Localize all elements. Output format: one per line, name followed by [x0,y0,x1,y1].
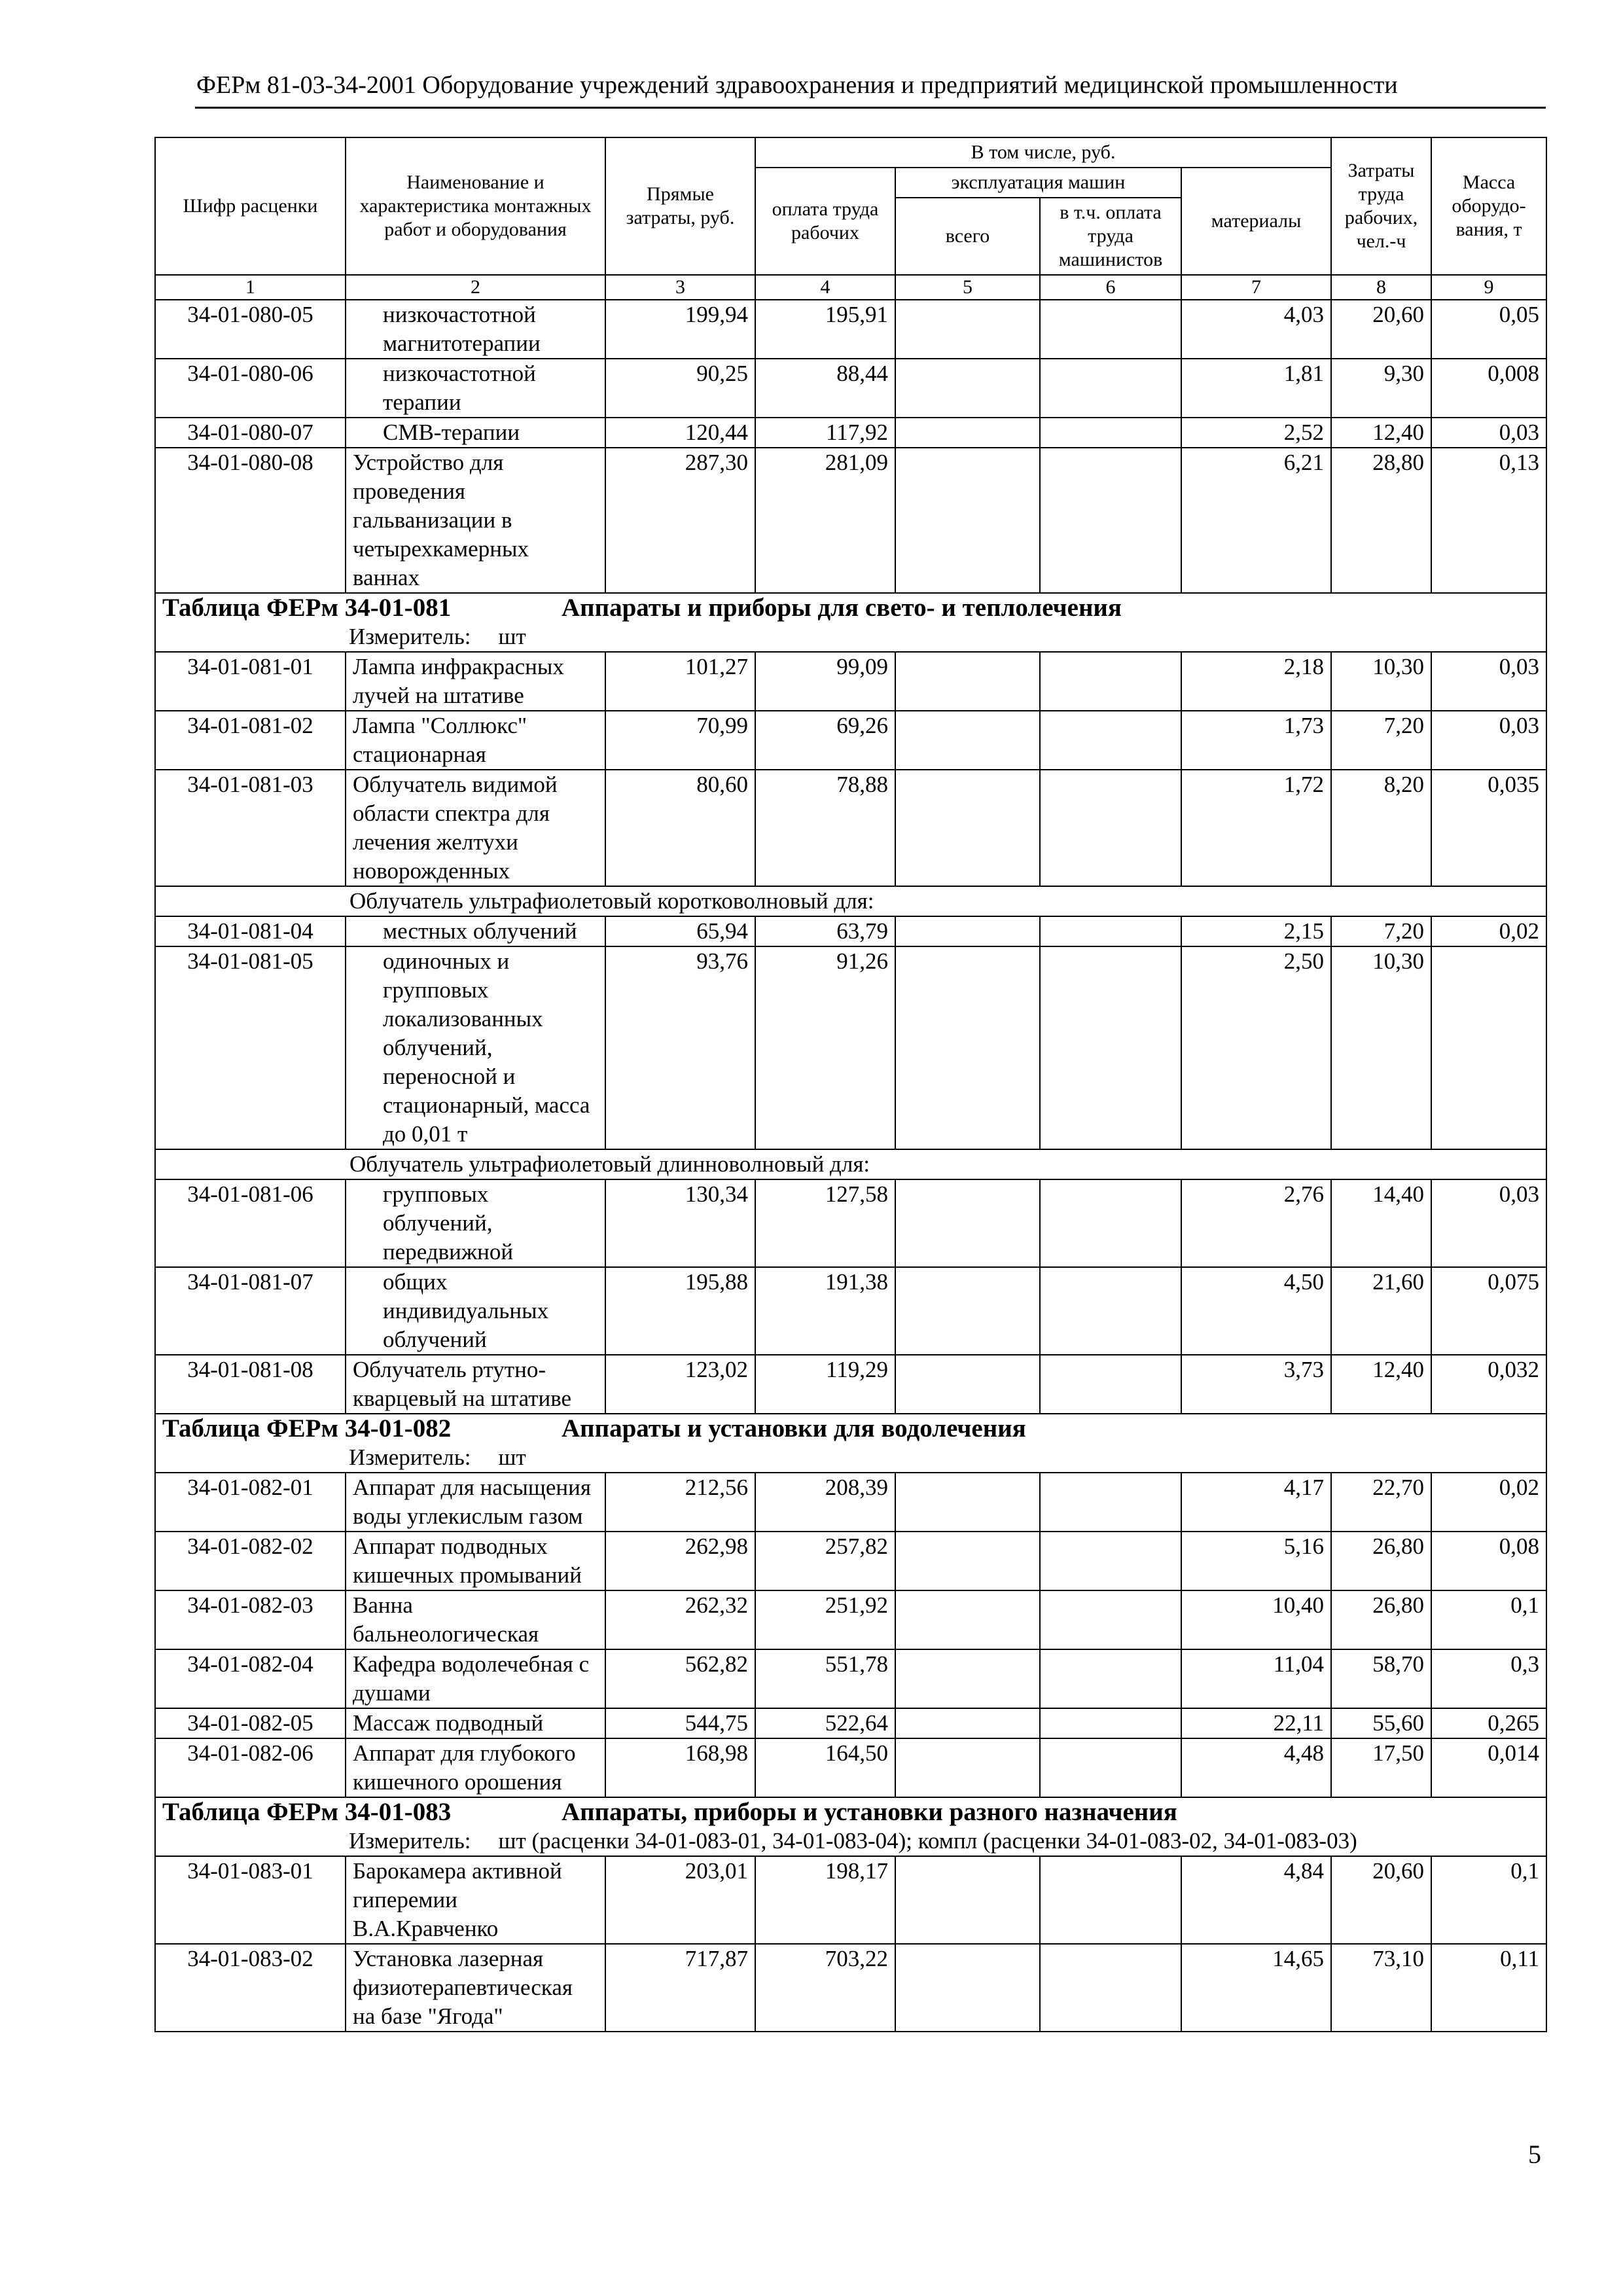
machines-total [895,652,1040,711]
col-number: 6 [1040,275,1181,300]
materials-cost: 2,52 [1181,418,1331,448]
direct-cost: 199,94 [605,300,755,359]
labor-hours: 10,30 [1331,946,1431,1149]
labor-hours: 7,20 [1331,916,1431,946]
machinists-pay [1040,1856,1181,1944]
materials-cost: 2,76 [1181,1179,1331,1267]
equipment-mass: 0,014 [1431,1738,1546,1797]
labor-hours: 12,40 [1331,418,1431,448]
machines-total [895,1179,1040,1267]
col-header-code: Шифр расценки [155,137,346,275]
machinists-pay [1040,1532,1181,1590]
machines-total [895,300,1040,359]
materials-cost: 1,73 [1181,711,1331,770]
group-title: Облучатель ультрафиолетовый коротковолновый для: [155,886,1546,916]
labor-hours: 28,80 [1331,448,1431,593]
direct-cost: 93,76 [605,946,755,1149]
col-number: 5 [895,275,1040,300]
rate-code: 34-01-081-03 [155,770,346,886]
direct-cost: 80,60 [605,770,755,886]
rate-code: 34-01-081-04 [155,916,346,946]
col-header-labor-hours: Затраты труда рабочих, чел.-ч [1331,137,1431,275]
labor-pay: 522,64 [755,1708,895,1738]
machines-total [895,1532,1040,1590]
materials-cost: 4,50 [1181,1267,1331,1355]
machinists-pay [1040,1708,1181,1738]
work-name: Установка лазерная физиотерапевтическая на базе "Ягода" [346,1944,605,2032]
machinists-pay [1040,652,1181,711]
rate-code: 34-01-081-05 [155,946,346,1149]
labor-pay: 69,26 [755,711,895,770]
col-number: 8 [1331,275,1431,300]
rate-code: 34-01-081-06 [155,1179,346,1267]
labor-hours: 12,40 [1331,1355,1431,1414]
machines-total [895,916,1040,946]
table-row [155,1738,1546,1797]
section-code: Таблица ФЕРм 34-01-082 [162,1414,452,1443]
equipment-mass: 0,032 [1431,1355,1546,1414]
machinists-pay [1040,770,1181,886]
labor-pay: 551,78 [755,1649,895,1708]
table-row [155,916,1546,946]
labor-hours: 20,60 [1331,300,1431,359]
meter-value: шт [498,624,526,649]
section-code: Таблица ФЕРм 34-01-083 [162,1798,452,1826]
col-header-machinists-pay: в т.ч. оплата труда машинистов [1040,198,1181,275]
labor-pay: 281,09 [755,448,895,593]
col-number: 3 [605,275,755,300]
labor-hours: 17,50 [1331,1738,1431,1797]
direct-cost: 262,98 [605,1532,755,1590]
section-name: Аппараты и установки для водолечения [562,1414,1026,1443]
materials-cost: 4,84 [1181,1856,1331,1944]
group-title: Облучатель ультрафиолетовый длинноволновый для: [155,1149,1546,1179]
col-header-machines-total: всего [895,198,1040,275]
work-name: одиночных и групповых локализованных облучений, переносной и стационарный, масса до 0,01 т [346,946,605,1149]
equipment-mass: 0,08 [1431,1532,1546,1590]
labor-pay: 208,39 [755,1473,895,1532]
labor-pay: 257,82 [755,1532,895,1590]
meter-value: шт [498,1444,526,1470]
machinists-pay [1040,1590,1181,1649]
section-name: Аппараты, приборы и установки разного назначения [562,1798,1177,1826]
table-row [155,1649,1546,1708]
equipment-mass: 0,05 [1431,300,1546,359]
page-number: 5 [1528,2140,1541,2169]
equipment-mass: 0,008 [1431,359,1546,418]
equipment-mass: 0,02 [1431,916,1546,946]
machinists-pay [1040,300,1181,359]
col-number: 9 [1431,275,1546,300]
rate-code: 34-01-081-02 [155,711,346,770]
rate-code: 34-01-081-08 [155,1355,346,1414]
work-name: общих индивидуальных облучений [346,1267,605,1355]
labor-pay: 191,38 [755,1267,895,1355]
machinists-pay [1040,1738,1181,1797]
meter-row [155,1827,1546,1856]
rate-code: 34-01-082-05 [155,1708,346,1738]
direct-cost: 544,75 [605,1708,755,1738]
table-row [155,1355,1546,1414]
labor-hours: 26,80 [1331,1532,1431,1590]
direct-cost: 65,94 [605,916,755,946]
labor-pay: 164,50 [755,1738,895,1797]
meter-value: шт (расценки 34-01-083-01, 34-01-083-04); компл (расценки 34-01-083-02, 34-01-083-03) [498,1828,1357,1854]
labor-pay: 78,88 [755,770,895,886]
work-name: Устройство для проведения гальванизации в четырехкамерных ваннах [346,448,605,593]
machines-total [895,1944,1040,2032]
work-name: Аппарат для глубокого кишечного орошения [346,1738,605,1797]
materials-cost: 4,17 [1181,1473,1331,1532]
table-row [155,1708,1546,1738]
col-header-incl: В том числе, руб. [755,137,1331,168]
equipment-mass: 0,035 [1431,770,1546,886]
section-header-row [155,1414,1546,1443]
col-header-labor-pay: оплата труда рабочих [755,168,895,275]
rate-code: 34-01-082-02 [155,1532,346,1590]
meter-label: Измеритель: [349,624,471,649]
labor-pay: 119,29 [755,1355,895,1414]
machines-total [895,418,1040,448]
table-row [155,652,1546,711]
labor-hours: 58,70 [1331,1649,1431,1708]
equipment-mass: 0,13 [1431,448,1546,593]
materials-cost: 1,72 [1181,770,1331,886]
col-number: 7 [1181,275,1331,300]
table-row [155,1856,1546,1944]
direct-cost: 168,98 [605,1738,755,1797]
labor-hours: 22,70 [1331,1473,1431,1532]
materials-cost: 14,65 [1181,1944,1331,2032]
equipment-mass: 0,1 [1431,1590,1546,1649]
labor-pay: 99,09 [755,652,895,711]
equipment-mass: 0,03 [1431,1179,1546,1267]
direct-cost: 90,25 [605,359,755,418]
rate-code: 34-01-082-04 [155,1649,346,1708]
col-header-name: Наименование и характеристика монтажных работ и оборудования [346,137,605,275]
machines-total [895,1649,1040,1708]
labor-hours: 73,10 [1331,1944,1431,2032]
table-row [155,1473,1546,1532]
equipment-mass: 0,075 [1431,1267,1546,1355]
labor-hours: 55,60 [1331,1708,1431,1738]
direct-cost: 287,30 [605,448,755,593]
direct-cost: 203,01 [605,1856,755,1944]
table-row [155,300,1546,359]
table-row [155,359,1546,418]
labor-hours: 21,60 [1331,1267,1431,1355]
machinists-pay [1040,1355,1181,1414]
materials-cost: 4,03 [1181,300,1331,359]
materials-cost: 2,15 [1181,916,1331,946]
equipment-mass [1431,946,1546,1149]
machinists-pay [1040,1267,1181,1355]
work-name: Лампа инфракрасных лучей на штативе [346,652,605,711]
labor-hours: 9,30 [1331,359,1431,418]
labor-pay: 91,26 [755,946,895,1149]
table-row [155,946,1546,1149]
work-name: Аппарат для насыщения воды углекислым газом [346,1473,605,1532]
group-header-row [155,886,1546,916]
machines-total [895,1590,1040,1649]
equipment-mass: 0,02 [1431,1473,1546,1532]
page-header-title: ФЕРм 81-03-34-2001 Оборудование учреждений здравоохранения и предприятий медицинской промышленности [196,71,1398,99]
labor-pay: 117,92 [755,418,895,448]
machines-total [895,770,1040,886]
direct-cost: 195,88 [605,1267,755,1355]
machines-total [895,1267,1040,1355]
machines-total [895,1738,1040,1797]
materials-cost: 10,40 [1181,1590,1331,1649]
materials-cost: 5,16 [1181,1532,1331,1590]
work-name: Лампа "Соллюкс" стационарная [346,711,605,770]
work-name: Аппарат подводных кишечных промываний [346,1532,605,1590]
rate-code: 34-01-082-03 [155,1590,346,1649]
machines-total [895,1856,1040,1944]
direct-cost: 717,87 [605,1944,755,2032]
equipment-mass: 0,1 [1431,1856,1546,1944]
equipment-mass: 0,11 [1431,1944,1546,2032]
machinists-pay [1040,711,1181,770]
equipment-mass: 0,03 [1431,711,1546,770]
table-row [155,1179,1546,1267]
machinists-pay [1040,359,1181,418]
header-rule [195,107,1546,109]
section-name: Аппараты и приборы для свето- и теплолечения [562,594,1122,622]
machines-total [895,711,1040,770]
materials-cost: 3,73 [1181,1355,1331,1414]
materials-cost: 2,18 [1181,652,1331,711]
direct-cost: 123,02 [605,1355,755,1414]
table-row [155,1590,1546,1649]
machinists-pay [1040,916,1181,946]
rate-code: 34-01-080-06 [155,359,346,418]
table-row [155,1944,1546,2032]
labor-hours: 14,40 [1331,1179,1431,1267]
work-name: низкочастотной магнитотерапии [346,300,605,359]
machinists-pay [1040,418,1181,448]
direct-cost: 212,56 [605,1473,755,1532]
table-row [155,448,1546,593]
machinists-pay [1040,1649,1181,1708]
work-name: СМВ-терапии [346,418,605,448]
meter-label: Измеритель: [349,1828,471,1854]
col-number: 4 [755,275,895,300]
materials-cost: 2,50 [1181,946,1331,1149]
labor-pay: 88,44 [755,359,895,418]
materials-cost: 1,81 [1181,359,1331,418]
equipment-mass: 0,03 [1431,418,1546,448]
direct-cost: 101,27 [605,652,755,711]
table-row [155,770,1546,886]
labor-hours: 8,20 [1331,770,1431,886]
machines-total [895,359,1040,418]
rate-code: 34-01-080-05 [155,300,346,359]
work-name: местных облучений [346,916,605,946]
machines-total [895,1708,1040,1738]
labor-pay: 251,92 [755,1590,895,1649]
machinists-pay [1040,1473,1181,1532]
equipment-mass: 0,03 [1431,652,1546,711]
materials-cost: 11,04 [1181,1649,1331,1708]
labor-hours: 7,20 [1331,711,1431,770]
machines-total [895,946,1040,1149]
direct-cost: 120,44 [605,418,755,448]
meter-row [155,622,1546,652]
machinists-pay [1040,946,1181,1149]
rates-table [154,137,1547,2032]
labor-pay: 195,91 [755,300,895,359]
labor-pay: 63,79 [755,916,895,946]
col-header-machines: эксплуатация машин [895,168,1181,198]
meter-row [155,1443,1546,1473]
work-name: Массаж подводный [346,1708,605,1738]
rate-code: 34-01-080-07 [155,418,346,448]
work-name: низкочастотной терапии [346,359,605,418]
rate-code: 34-01-082-06 [155,1738,346,1797]
col-number: 2 [346,275,605,300]
labor-hours: 26,80 [1331,1590,1431,1649]
work-name: Облучатель ртутно-кварцевый на штативе [346,1355,605,1414]
col-number: 1 [155,275,346,300]
work-name: групповых облучений, передвижной [346,1179,605,1267]
rate-code: 34-01-082-01 [155,1473,346,1532]
machines-total [895,1473,1040,1532]
table-row [155,711,1546,770]
machinists-pay [1040,1179,1181,1267]
col-header-materials: материалы [1181,168,1331,275]
table-row [155,1267,1546,1355]
machines-total [895,1355,1040,1414]
labor-pay: 703,22 [755,1944,895,2032]
rate-code: 34-01-081-01 [155,652,346,711]
direct-cost: 70,99 [605,711,755,770]
section-code: Таблица ФЕРм 34-01-081 [162,594,452,622]
work-name: Облучатель видимой области спектра для лечения желтухи новорожденных [346,770,605,886]
labor-hours: 10,30 [1331,652,1431,711]
labor-hours: 20,60 [1331,1856,1431,1944]
materials-cost: 6,21 [1181,448,1331,593]
direct-cost: 262,32 [605,1590,755,1649]
materials-cost: 4,48 [1181,1738,1331,1797]
equipment-mass: 0,265 [1431,1708,1546,1738]
labor-pay: 127,58 [755,1179,895,1267]
materials-cost: 22,11 [1181,1708,1331,1738]
table-row [155,418,1546,448]
rate-code: 34-01-083-01 [155,1856,346,1944]
labor-pay: 198,17 [755,1856,895,1944]
col-header-mass: Масса оборудо-вания, т [1431,137,1546,275]
rate-code: 34-01-081-07 [155,1267,346,1355]
direct-cost: 562,82 [605,1649,755,1708]
col-header-direct: Прямые затраты, руб. [605,137,755,275]
work-name: Ванна бальнеологическая [346,1590,605,1649]
machinists-pay [1040,1944,1181,2032]
rate-code: 34-01-080-08 [155,448,346,593]
direct-cost: 130,34 [605,1179,755,1267]
work-name: Барокамера активной гиперемии В.А.Кравченко [346,1856,605,1944]
section-header-row [155,593,1546,622]
rate-code: 34-01-083-02 [155,1944,346,2032]
equipment-mass: 0,3 [1431,1649,1546,1708]
work-name: Кафедра водолечебная с душами [346,1649,605,1708]
meter-label: Измеритель: [349,1444,471,1470]
machinists-pay [1040,448,1181,593]
section-header-row [155,1797,1546,1827]
machines-total [895,448,1040,593]
group-header-row [155,1149,1546,1179]
table-row [155,1532,1546,1590]
